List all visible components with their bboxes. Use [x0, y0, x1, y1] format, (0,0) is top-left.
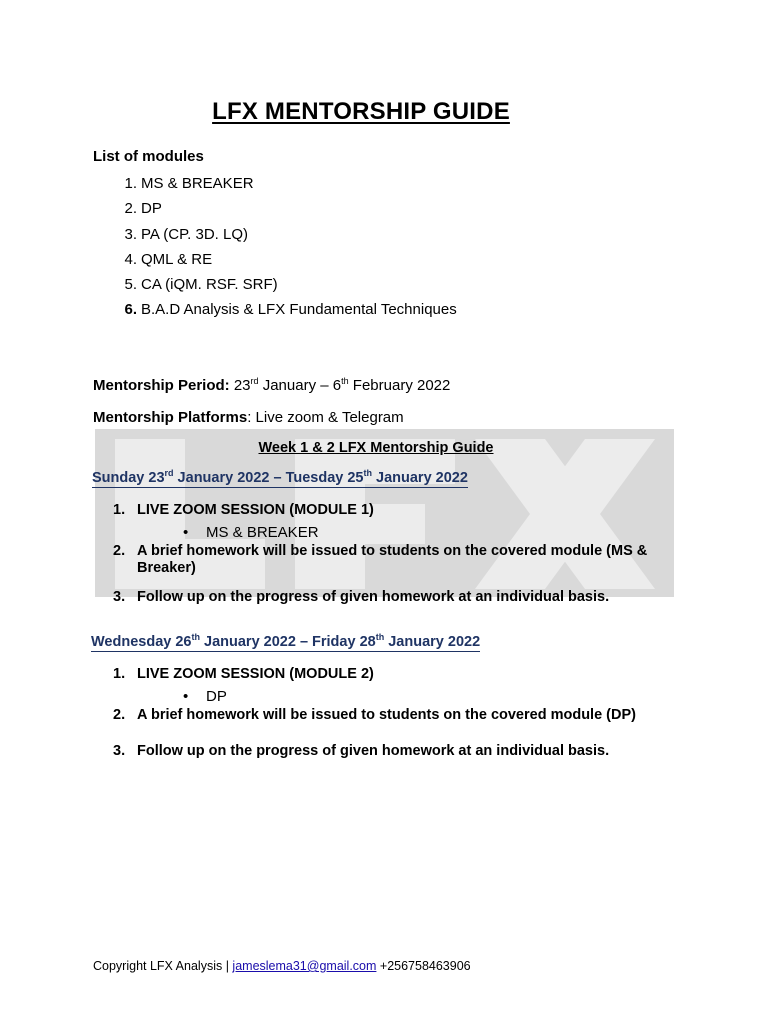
- date-range-heading: [92, 470, 468, 488]
- footer-email-link[interactable]: jameslema31@gmail.com: [232, 959, 377, 973]
- list-text: MS & BREAKER: [141, 175, 254, 192]
- week-heading: Week 1 & 2 LFX Mentorship Guide: [258, 440, 494, 456]
- list-item: [113, 276, 457, 301]
- task-number: 1.: [113, 502, 126, 518]
- task-text: A brief homework will be issued to students on the covered module (DP): [137, 707, 636, 723]
- period-end-rest: February 2022: [348, 377, 451, 394]
- page-title: LFX MENTORSHIP GUIDE: [212, 98, 510, 125]
- bullet-text: DP: [206, 688, 227, 705]
- range-sup: th: [375, 632, 385, 642]
- task-item: [113, 666, 673, 683]
- period-start-sup: rd: [250, 376, 259, 386]
- range-part: January 2022 – Friday 28: [199, 634, 376, 650]
- task-text: Follow up on the progress of given homework at an individual basis.: [137, 743, 610, 759]
- task-number: 2.: [113, 543, 126, 559]
- task-number: 3.: [113, 743, 126, 759]
- list-number: 3.: [124, 225, 137, 243]
- range-part: January 2022: [372, 470, 468, 486]
- list-text: B.A.D Analysis & LFX Fundamental Techniques: [141, 301, 457, 319]
- task-item: [113, 502, 673, 519]
- bullet-text: MS & BREAKER: [206, 524, 319, 541]
- bullet-item: [183, 688, 227, 705]
- task-text: LIVE ZOOM SESSION (MODULE 1): [137, 502, 374, 518]
- bullet-dot: •: [183, 524, 189, 541]
- modules-list: [113, 175, 457, 327]
- task-number: 3.: [113, 589, 126, 605]
- footer-phone: +256758463906: [376, 959, 471, 973]
- range-sup: rd: [164, 468, 174, 478]
- bullet-dot: •: [183, 688, 189, 705]
- range-part: Wednesday 26: [91, 634, 192, 650]
- modules-heading: List of modules: [93, 148, 204, 165]
- list-text: CA (iQM. RSF. SRF): [141, 276, 278, 294]
- list-text: PA (CP. 3D. LQ): [141, 225, 248, 243]
- range-part: January 2022: [384, 634, 481, 650]
- mentorship-platforms: [93, 409, 404, 426]
- list-item: [113, 200, 457, 225]
- list-item: [113, 301, 457, 326]
- range-sup: th: [363, 468, 372, 478]
- task-item: [113, 707, 673, 724]
- list-number: 4.: [124, 250, 137, 268]
- task-text: A brief homework will be issued to students on the covered module (MS & Breaker): [137, 543, 648, 576]
- period-label: Mentorship Period:: [93, 377, 230, 394]
- period-end-sup: th: [341, 376, 349, 386]
- date-range-heading: [91, 634, 480, 652]
- period-start-rest: January – 6: [258, 377, 342, 394]
- footer-copyright: Copyright LFX Analysis |: [93, 959, 233, 973]
- list-text: DP: [141, 200, 162, 218]
- list-text: QML & RE: [141, 250, 213, 268]
- period-start-day: 23: [229, 377, 251, 394]
- mentorship-period: [93, 377, 450, 394]
- range-part: Sunday 23: [92, 470, 165, 486]
- list-item: [113, 251, 457, 276]
- platforms-label: Mentorship Platforms: [93, 409, 248, 426]
- range-sup: th: [191, 632, 200, 642]
- range-part: January 2022 – Tuesday 25: [173, 470, 364, 486]
- list-item: [113, 226, 457, 251]
- task-item: [113, 743, 673, 760]
- list-item: [113, 175, 457, 200]
- list-number: 2.: [124, 200, 137, 218]
- task-text: Follow up on the progress of given homework at an individual basis.: [137, 589, 610, 605]
- task-item: [113, 543, 673, 577]
- page-footer: [93, 959, 471, 973]
- task-number: 2.: [113, 707, 126, 723]
- list-number: 1.: [124, 175, 137, 192]
- task-number: 1.: [113, 666, 126, 682]
- list-number: 6.: [124, 301, 137, 319]
- task-text: LIVE ZOOM SESSION (MODULE 2): [137, 666, 374, 682]
- task-item: [113, 589, 673, 606]
- platforms-value: : Live zoom & Telegram: [247, 409, 404, 426]
- bullet-item: [183, 524, 319, 541]
- list-number: 5.: [124, 276, 137, 294]
